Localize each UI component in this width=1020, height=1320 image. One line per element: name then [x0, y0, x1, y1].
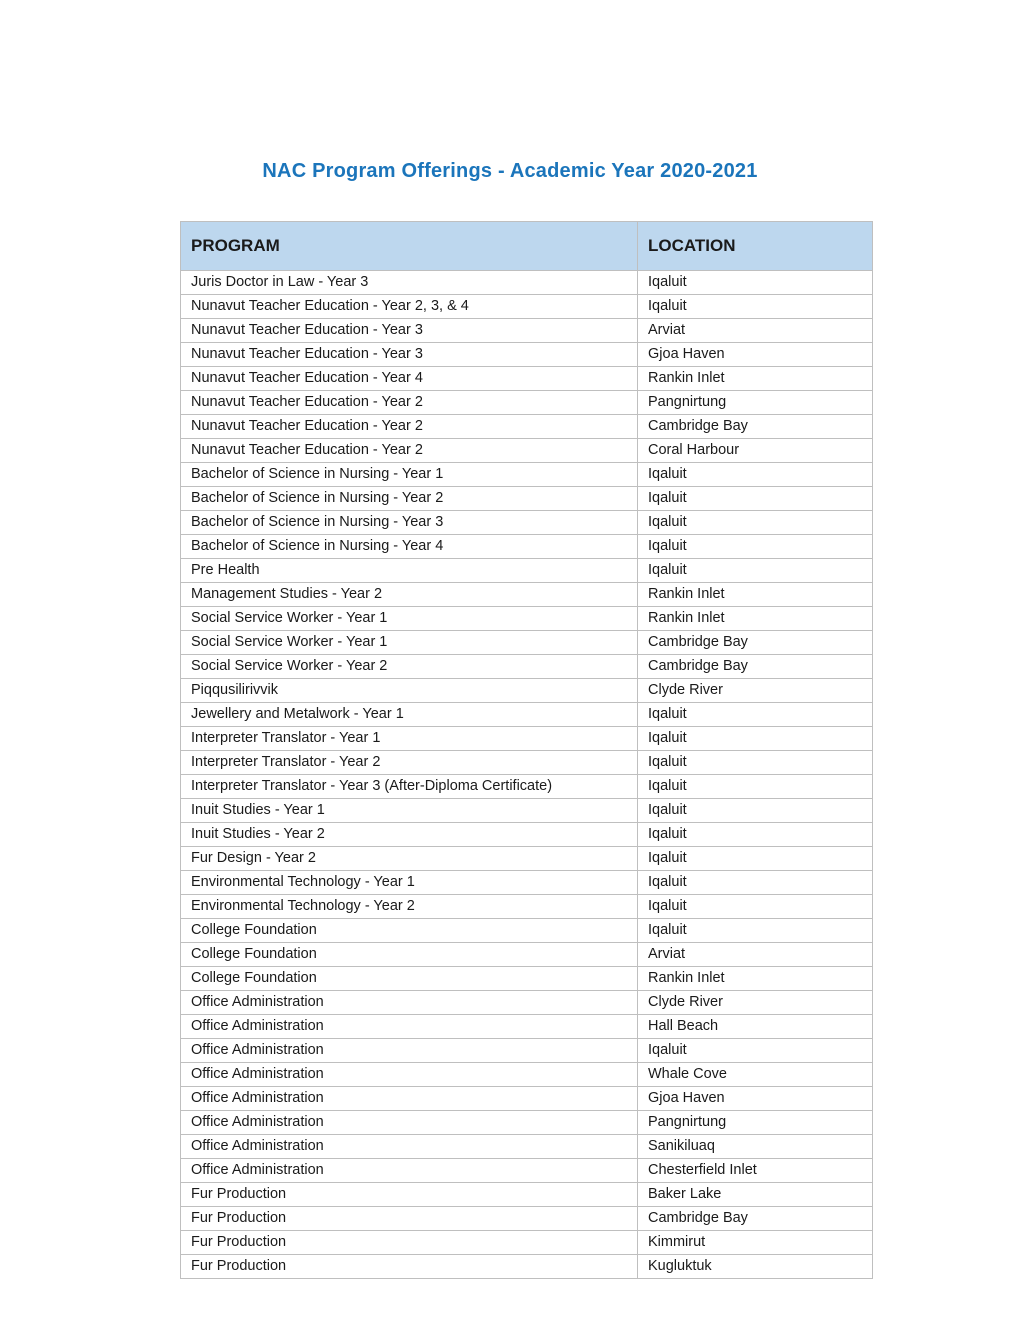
table-row: [181, 1135, 873, 1159]
program-cell: Bachelor of Science in Nursing - Year 1: [181, 463, 638, 487]
location-cell: Whale Cove: [638, 1063, 873, 1087]
program-cell: Office Administration: [181, 1159, 638, 1183]
program-cell: Interpreter Translator - Year 2: [181, 751, 638, 775]
table-row: [181, 895, 873, 919]
program-cell: Fur Design - Year 2: [181, 847, 638, 871]
table-row: [181, 1255, 873, 1279]
location-cell: Rankin Inlet: [638, 967, 873, 991]
program-cell: Piqqusilirivvik: [181, 679, 638, 703]
table-row: [181, 943, 873, 967]
table-row: [181, 463, 873, 487]
table-row: [181, 823, 873, 847]
program-cell: Juris Doctor in Law - Year 3: [181, 271, 638, 295]
table-row: [181, 751, 873, 775]
location-cell: Sanikiluaq: [638, 1135, 873, 1159]
location-cell: Cambridge Bay: [638, 631, 873, 655]
location-cell: Iqaluit: [638, 511, 873, 535]
program-cell: College Foundation: [181, 943, 638, 967]
program-cell: Nunavut Teacher Education - Year 2: [181, 439, 638, 463]
program-cell: Inuit Studies - Year 1: [181, 799, 638, 823]
program-cell: Social Service Worker - Year 2: [181, 655, 638, 679]
program-cell: Bachelor of Science in Nursing - Year 2: [181, 487, 638, 511]
table-row: [181, 1111, 873, 1135]
location-cell: Baker Lake: [638, 1183, 873, 1207]
location-cell: Clyde River: [638, 991, 873, 1015]
table-row: [181, 1159, 873, 1183]
program-cell: Nunavut Teacher Education - Year 3: [181, 343, 638, 367]
program-cell: Interpreter Translator - Year 3 (After-Diploma Certificate): [181, 775, 638, 799]
location-cell: Pangnirtung: [638, 1111, 873, 1135]
table-row: [181, 991, 873, 1015]
location-cell: Iqaluit: [638, 463, 873, 487]
location-cell: Kimmirut: [638, 1231, 873, 1255]
table-row: [181, 271, 873, 295]
location-cell: Coral Harbour: [638, 439, 873, 463]
program-cell: Social Service Worker - Year 1: [181, 631, 638, 655]
location-cell: Iqaluit: [638, 919, 873, 943]
table-row: [181, 1039, 873, 1063]
column-header-program: PROGRAM: [181, 222, 638, 271]
location-cell: Rankin Inlet: [638, 367, 873, 391]
table-row: [181, 775, 873, 799]
program-cell: Management Studies - Year 2: [181, 583, 638, 607]
location-cell: Pangnirtung: [638, 391, 873, 415]
table-row: [181, 919, 873, 943]
location-cell: Rankin Inlet: [638, 607, 873, 631]
table-row: [181, 703, 873, 727]
table-row: [181, 727, 873, 751]
program-cell: Inuit Studies - Year 2: [181, 823, 638, 847]
location-cell: Arviat: [638, 319, 873, 343]
location-cell: Iqaluit: [638, 487, 873, 511]
table-row: [181, 631, 873, 655]
table-row: [181, 967, 873, 991]
table-row: [181, 1207, 873, 1231]
program-cell: Office Administration: [181, 1111, 638, 1135]
location-cell: Hall Beach: [638, 1015, 873, 1039]
program-cell: Pre Health: [181, 559, 638, 583]
table-row: [181, 1183, 873, 1207]
location-cell: Gjoa Haven: [638, 1087, 873, 1111]
table-row: [181, 319, 873, 343]
table-row: [181, 847, 873, 871]
program-cell: Bachelor of Science in Nursing - Year 4: [181, 535, 638, 559]
table-row: [181, 343, 873, 367]
table-row: [181, 559, 873, 583]
table-row: [181, 1063, 873, 1087]
program-cell: Environmental Technology - Year 1: [181, 871, 638, 895]
location-cell: Iqaluit: [638, 799, 873, 823]
program-cell: Office Administration: [181, 1039, 638, 1063]
page-title: NAC Program Offerings - Academic Year 2020-2021: [262, 160, 758, 182]
location-cell: Gjoa Haven: [638, 343, 873, 367]
program-cell: Fur Production: [181, 1183, 638, 1207]
location-cell: Iqaluit: [638, 775, 873, 799]
location-cell: Arviat: [638, 943, 873, 967]
program-cell: Office Administration: [181, 1015, 638, 1039]
program-cell: Interpreter Translator - Year 1: [181, 727, 638, 751]
program-cell: Fur Production: [181, 1207, 638, 1231]
location-cell: Iqaluit: [638, 535, 873, 559]
location-cell: Cambridge Bay: [638, 655, 873, 679]
program-cell: Social Service Worker - Year 1: [181, 607, 638, 631]
program-cell: Nunavut Teacher Education - Year 3: [181, 319, 638, 343]
table-row: [181, 295, 873, 319]
location-cell: Iqaluit: [638, 751, 873, 775]
table-row: [181, 583, 873, 607]
table-row: [181, 871, 873, 895]
location-cell: Iqaluit: [638, 727, 873, 751]
program-cell: Fur Production: [181, 1231, 638, 1255]
table-row: [181, 655, 873, 679]
location-cell: Iqaluit: [638, 847, 873, 871]
table-row: [181, 607, 873, 631]
program-cell: Office Administration: [181, 991, 638, 1015]
program-cell: Office Administration: [181, 1087, 638, 1111]
program-cell: Nunavut Teacher Education - Year 2: [181, 391, 638, 415]
column-header-location: LOCATION: [638, 222, 873, 271]
location-cell: Iqaluit: [638, 703, 873, 727]
location-cell: Cambridge Bay: [638, 415, 873, 439]
location-cell: Iqaluit: [638, 1039, 873, 1063]
program-cell: Bachelor of Science in Nursing - Year 3: [181, 511, 638, 535]
location-cell: Iqaluit: [638, 559, 873, 583]
table-header-row: [181, 222, 873, 271]
table-row: [181, 415, 873, 439]
program-cell: Nunavut Teacher Education - Year 2: [181, 415, 638, 439]
program-cell: College Foundation: [181, 967, 638, 991]
location-cell: Rankin Inlet: [638, 583, 873, 607]
table-row: [181, 679, 873, 703]
location-cell: Chesterfield Inlet: [638, 1159, 873, 1183]
table-row: [181, 439, 873, 463]
table-row: [181, 391, 873, 415]
table-row: [181, 487, 873, 511]
location-cell: Iqaluit: [638, 871, 873, 895]
table-row: [181, 1087, 873, 1111]
location-cell: Iqaluit: [638, 271, 873, 295]
table-row: [181, 367, 873, 391]
table-row: [181, 799, 873, 823]
location-cell: Iqaluit: [638, 295, 873, 319]
program-cell: Jewellery and Metalwork - Year 1: [181, 703, 638, 727]
location-cell: Clyde River: [638, 679, 873, 703]
table-row: [181, 1015, 873, 1039]
program-cell: Office Administration: [181, 1135, 638, 1159]
location-cell: Kugluktuk: [638, 1255, 873, 1279]
program-cell: Office Administration: [181, 1063, 638, 1087]
program-offerings-table: [180, 221, 873, 1279]
program-cell: Environmental Technology - Year 2: [181, 895, 638, 919]
table-body: [181, 271, 873, 1279]
program-cell: College Foundation: [181, 919, 638, 943]
location-cell: Cambridge Bay: [638, 1207, 873, 1231]
table-row: [181, 511, 873, 535]
table-row: [181, 1231, 873, 1255]
table-row: [181, 535, 873, 559]
program-cell: Nunavut Teacher Education - Year 2, 3, & 4: [181, 295, 638, 319]
program-cell: Nunavut Teacher Education - Year 4: [181, 367, 638, 391]
program-cell: Fur Production: [181, 1255, 638, 1279]
location-cell: Iqaluit: [638, 823, 873, 847]
location-cell: Iqaluit: [638, 895, 873, 919]
